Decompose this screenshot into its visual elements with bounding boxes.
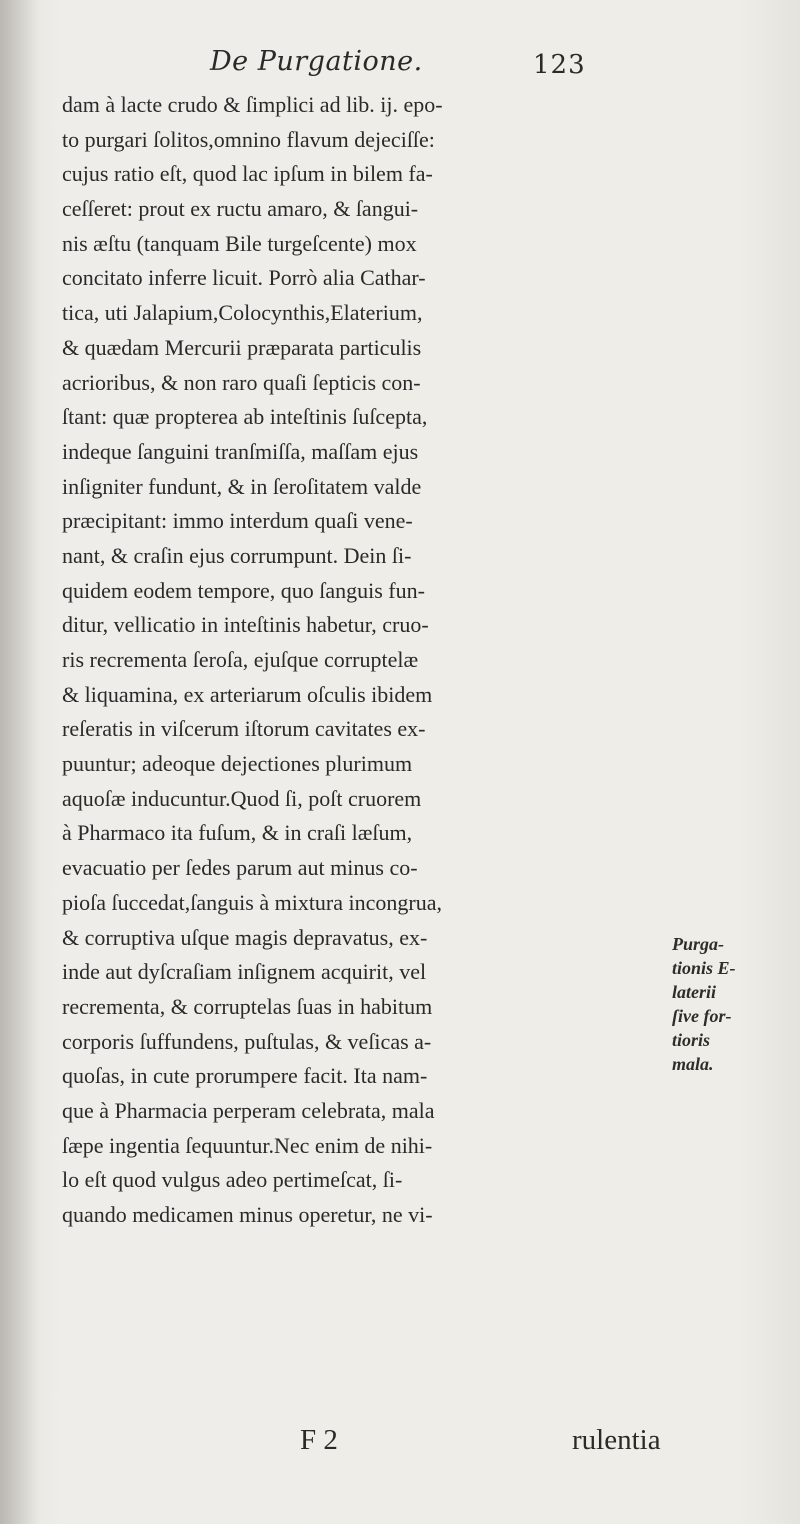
text-line: ris recrementa ſeroſa, ejuſque corruptelæ — [62, 647, 419, 672]
text-line: recrementa, & corruptelas ſuas in habitum — [62, 993, 433, 1019]
marginal-note-line: ſive for- — [672, 1006, 732, 1026]
text-line: to purgari ſolitos,omnino flavum dejeciſſe: — [62, 126, 435, 152]
running-title: De Purgatione. — [210, 46, 423, 77]
marginal-note-line: laterii — [672, 982, 716, 1002]
page-footer — [0, 1424, 800, 1464]
page-number: 123 — [533, 50, 586, 80]
text-line: inde aut dyſcraſiam inſignem acquirit, vel — [62, 959, 427, 985]
marginal-note-line: tionis E- — [672, 958, 736, 978]
text-line: ſæpe ingentia ſequuntur.Nec enim de nihi- — [62, 1132, 433, 1158]
marginal-note-line: Purga- — [672, 934, 725, 954]
text-line: indeque ſanguini tranſmiſſa, maſſam ejus — [62, 438, 419, 464]
text-line: lo eſt quod vulgus adeo pertimeſcat, ſi- — [62, 1167, 403, 1193]
text-line: quoſas, in cute prorumpere facit. Ita nam- — [62, 1063, 428, 1089]
text-line: & liquamina, ex arteriarum oſculis ibidem — [62, 681, 433, 707]
text-line: pioſa ſuccedat,ſanguis à mixtura incongrua, — [62, 889, 442, 915]
text-line: quidem eodem tempore, quo ſanguis fun- — [62, 577, 425, 603]
text-line: quando medicamen minus operetur, ne vi- — [62, 1202, 433, 1227]
text-line: nant, & craſin ejus corrumpunt. Dein ſi- — [62, 542, 412, 568]
text-line: tica, uti Jalapium,Colocynthis,Elaterium, — [62, 300, 423, 326]
text-line: concitato inferre licuit. Porrò alia Cathar- — [62, 265, 426, 291]
text-line: ditur, vellicatio in inteſtinis habetur, cruo- — [62, 612, 429, 638]
text-line: evacuatio per ſedes parum aut minus co- — [62, 855, 418, 881]
text-line: præcipitant: immo interdum quaſi vene- — [62, 508, 413, 534]
text-line: & quædam Mercurii præparata particulis — [62, 334, 422, 360]
text-line: ceſſeret: prout ex ructu amaro, & ſangui- — [62, 196, 419, 222]
text-line: dam à lacte crudo & ſimplici ad lib. ij. epo- — [62, 92, 443, 117]
text-line: ſtant: quæ propterea ab inteſtinis ſuſcepta, — [62, 404, 428, 430]
text-line: & corruptiva uſque magis depravatus, ex- — [62, 924, 428, 950]
marginal-note-line: mala. — [672, 1054, 714, 1074]
gutter-shadow — [0, 0, 40, 1524]
text-line: puuntur; adeoque dejectiones plurimum — [62, 751, 413, 777]
page-header — [0, 42, 800, 82]
text-line: inſigniter fundunt, & in ſeroſitatem valde — [62, 473, 422, 499]
marginal-note — [672, 932, 797, 1076]
text-line: cujus ratio eſt, quod lac ipſum in bilem fa- — [62, 161, 433, 187]
body-text — [62, 88, 702, 1233]
marginal-note-line: tioris — [672, 1030, 711, 1050]
text-line: corporis ſuffundens, puſtulas, & veſicas a- — [62, 1028, 432, 1054]
text-line: à Pharmaco ita fuſum, & in craſi læſum, — [62, 820, 413, 846]
text-line: aquoſæ inducuntur.Quod ſi, poſt cruorem — [62, 785, 422, 811]
text-line: acrioribus, & non raro quaſi ſepticis con- — [62, 369, 421, 395]
text-line: reſeratis in viſcerum iſtorum cavitates ex- — [62, 716, 426, 742]
catchword: rulentia — [572, 1424, 661, 1456]
text-line: que à Pharmacia perperam celebrata, mala — [62, 1097, 435, 1123]
text-line: nis æſtu (tanquam Bile turgeſcente) mox — [62, 230, 417, 256]
signature-mark: F 2 — [300, 1424, 338, 1456]
